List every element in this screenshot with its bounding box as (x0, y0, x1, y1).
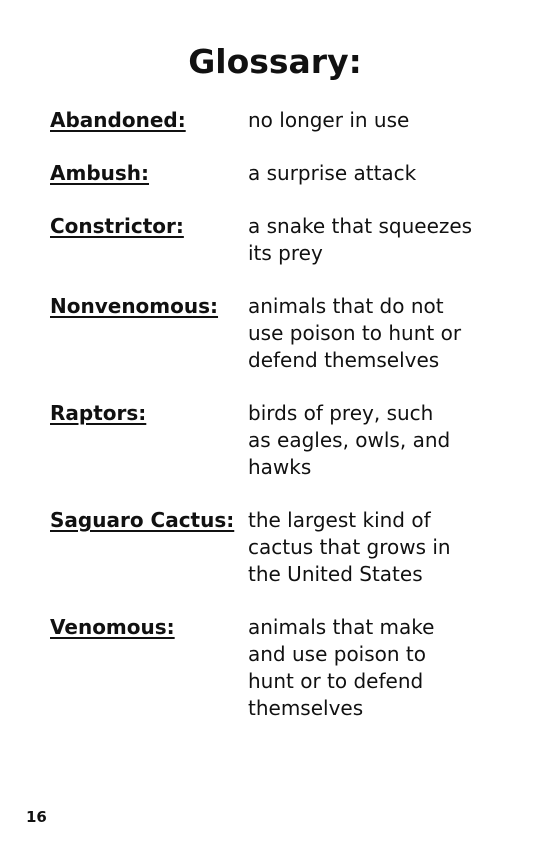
glossary-definition (248, 507, 520, 588)
definition-line: a surprise attack (248, 161, 417, 185)
glossary-term: Saguaro Cactus: (50, 508, 235, 532)
glossary-term: Constrictor: (50, 214, 184, 238)
definition-line: cactus that grows in (248, 535, 451, 559)
definition-line: as eagles, owls, and (248, 428, 451, 452)
glossary-definition (248, 400, 520, 481)
definition-line: the United States (248, 562, 423, 586)
definition-line: birds of prey, such (248, 401, 434, 425)
definition-line: themselves (248, 696, 364, 720)
glossary-entry (50, 107, 520, 134)
glossary-definition (248, 160, 520, 187)
definition-line: a snake that squeezes (248, 214, 473, 238)
definition-line: its prey (248, 241, 323, 265)
page-title: Glossary: (188, 42, 362, 81)
definition-line: animals that make (248, 615, 435, 639)
glossary-entry (50, 507, 520, 588)
glossary-entry (50, 614, 520, 722)
glossary-definition (248, 107, 520, 134)
glossary-term: Abandoned: (50, 108, 186, 132)
glossary-term: Nonvenomous: (50, 294, 219, 318)
definition-line: animals that do not (248, 294, 444, 318)
glossary-entry (50, 400, 520, 481)
glossary-definition (248, 213, 520, 267)
glossary-term: Raptors: (50, 401, 147, 425)
glossary-term: Venomous: (50, 615, 175, 639)
glossary-entry (50, 213, 520, 267)
definition-line: hunt or to defend (248, 669, 424, 693)
glossary-definition (248, 293, 520, 374)
page-number: 16 (26, 808, 47, 826)
glossary-entry (50, 160, 520, 187)
definition-line: use poison to hunt or (248, 321, 462, 345)
definition-line: hawks (248, 455, 312, 479)
definition-line: the largest kind of (248, 508, 431, 532)
definition-line: defend themselves (248, 348, 440, 372)
definition-line: and use poison to (248, 642, 426, 666)
glossary-term: Ambush: (50, 161, 150, 185)
glossary-entry (50, 293, 520, 374)
glossary-definition (248, 614, 520, 722)
glossary-list (50, 107, 520, 748)
definition-line: no longer in use (248, 108, 410, 132)
